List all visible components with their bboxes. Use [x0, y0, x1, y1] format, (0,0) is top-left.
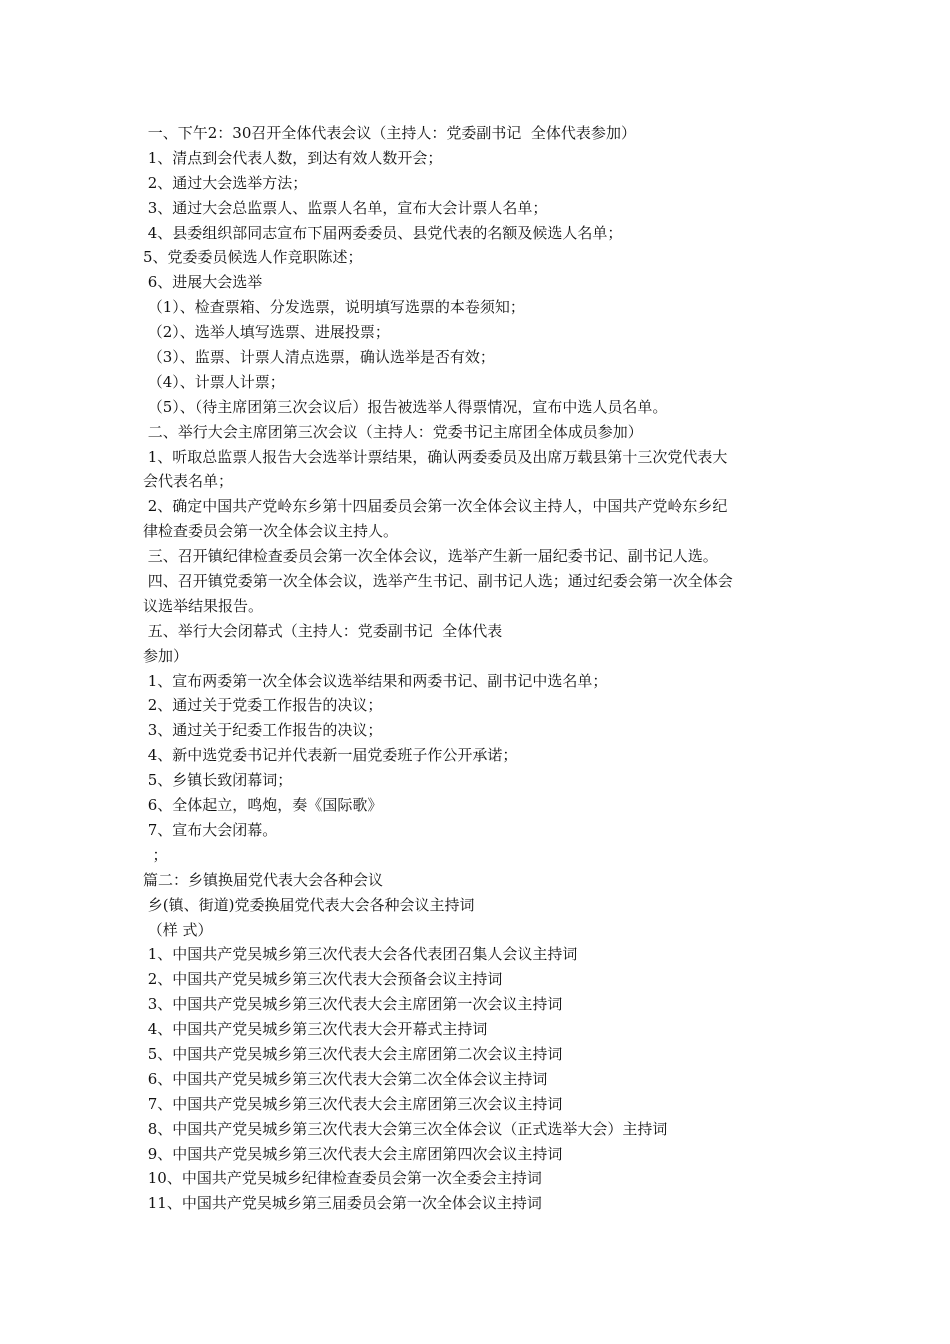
text-line: （3）、监票、计票人清点选票，确认选举是否有效；: [143, 348, 495, 367]
text-line: 4、新中选党委书记并代表新一届党委班子作公开承诺；: [143, 746, 518, 765]
text-line: 4、县委组织部同志宣布下届两委委员、县党代表的名额及候选人名单；: [143, 223, 623, 242]
section-heading: 篇二：乡镇换届党代表大会各种会议: [143, 870, 384, 889]
text-line: 2、确定中国共产党岭东乡第十四届委员会第一次全体会议主持人，中国共产党岭东乡纪: [143, 497, 728, 516]
text-line: 3、通过关于纪委工作报告的决议；: [143, 721, 383, 740]
document-body: [143, 121, 823, 1216]
text-line: 6、全体起立，鸣炮，奏《国际歌》: [143, 796, 383, 815]
document-title: 乡(镇、街道)党委换届党代表大会各种会议主持词: [143, 895, 475, 914]
list-item: 1、中国共产党吴城乡第三次代表大会各代表团召集人会议主持词: [143, 945, 578, 964]
text-line: 2、通过大会选举方法；: [143, 173, 308, 192]
text-line: 3、通过大会总监票人、监票人名单，宣布大会计票人名单；: [143, 198, 548, 217]
list-item: 10、中国共产党吴城乡纪律检查委员会第一次全委会主持词: [143, 1169, 542, 1188]
text-line: 参加）: [143, 646, 189, 665]
text-line: 会代表名单；: [143, 472, 234, 491]
text-line: （5）、（待主席团第三次会议后）报告被选举人得票情况，宣布中选人员名单。: [143, 397, 668, 416]
list-item: 3、中国共产党吴城乡第三次代表大会主席团第一次会议主持词: [143, 995, 563, 1014]
text-line: 5、乡镇长致闭幕词；: [143, 771, 293, 790]
text-line: 1、听取总监票人报告大会选举计票结果，确认两委委员及出席万载县第十三次党代表大: [143, 447, 728, 466]
text-line: 7、宣布大会闭幕。: [143, 820, 278, 839]
text-line: 1、清点到会代表人数，到达有效人数开会；: [143, 148, 443, 167]
text-line: 三、召开镇纪律检查委员会第一次全体会议，选举产生新一届纪委书记、副书记人选。: [143, 547, 718, 566]
list-item: 9、中国共产党吴城乡第三次代表大会主席团第四次会议主持词: [143, 1144, 563, 1163]
text-line: ；: [143, 845, 168, 864]
text-line: 5、党委委员候选人作竞职陈述；: [143, 248, 363, 267]
list-item: 7、中国共产党吴城乡第三次代表大会主席团第三次会议主持词: [143, 1094, 563, 1113]
text-line: 律检查委员会第一次全体会议主持人。: [143, 522, 399, 541]
text-line: （样 式）: [143, 920, 213, 939]
text-line: 6、进展大会选举: [143, 273, 263, 292]
list-item: 11、中国共产党吴城乡第三届委员会第一次全体会议主持词: [143, 1194, 542, 1213]
text-line: 2、通过关于党委工作报告的决议；: [143, 696, 383, 715]
list-item: 6、中国共产党吴城乡第三次代表大会第二次全体会议主持词: [143, 1069, 548, 1088]
text-line: （2）、选举人填写选票、进展投票；: [143, 323, 390, 342]
text-line: （1）、检查票箱、分发选票，说明填写选票的本卷须知；: [143, 298, 525, 317]
list-item: 5、中国共产党吴城乡第三次代表大会主席团第二次会议主持词: [143, 1044, 563, 1063]
text-line: 议选举结果报告。: [143, 596, 264, 615]
list-item: 2、中国共产党吴城乡第三次代表大会预备会议主持词: [143, 970, 503, 989]
text-line: 二、举行大会主席团第三次会议（主持人：党委书记主席团全体成员参加）: [143, 422, 643, 441]
list-item: 8、中国共产党吴城乡第三次代表大会第三次全体会议（正式选举大会）主持词: [143, 1119, 668, 1138]
text-line: 1、宣布两委第一次全体会议选举结果和两委书记、副书记中选名单；: [143, 671, 608, 690]
list-item: 4、中国共产党吴城乡第三次代表大会开幕式主持词: [143, 1020, 488, 1039]
text-line: （4）、计票人计票；: [143, 372, 285, 391]
text-line: 四、召开镇党委第一次全体会议，选举产生书记、副书记人选；通过纪委会第一次全体会: [143, 572, 733, 591]
text-line: 五、举行大会闭幕式（主持人：党委副书记 全体代表: [143, 621, 503, 640]
text-line: 一、下午2：30召开全体代表会议（主持人：党委副书记 全体代表参加）: [143, 124, 636, 142]
